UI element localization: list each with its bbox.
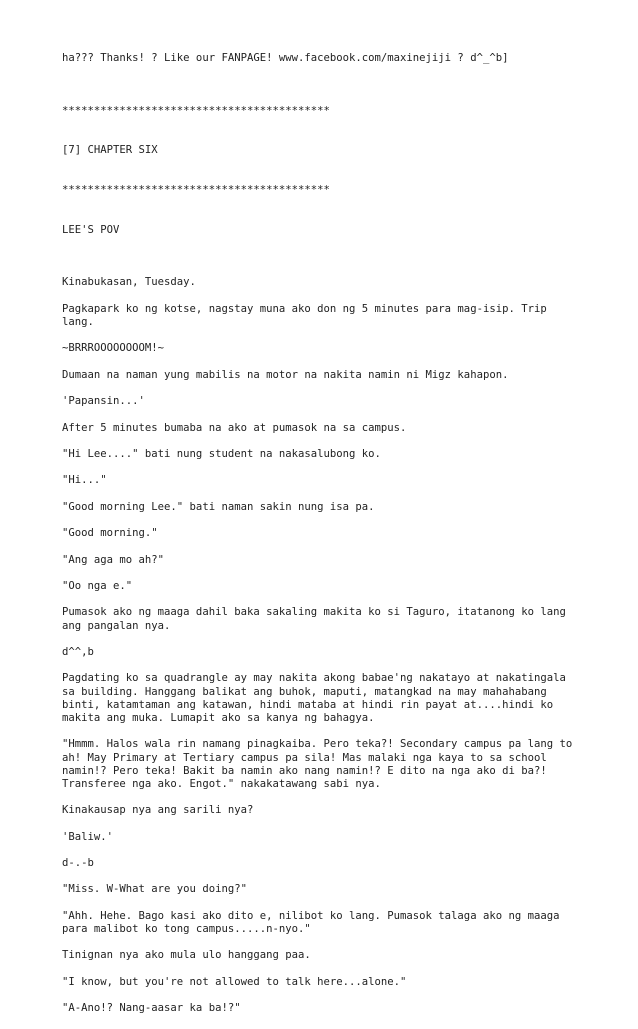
paragraph [62, 474, 582, 487]
paragraph-line: "I know, but you're not allowed to talk here...alone." [62, 975, 407, 988]
paragraph-line: Pagdating ko sa quadrangle ay may nakita akong babae'ng nakatayo at nakatingala [62, 672, 566, 685]
paragraph [62, 857, 582, 870]
paragraph-line: ~BRRROOOOOOOOM!~ [62, 342, 165, 355]
paragraph [62, 448, 582, 461]
paragraph-line: Kinabukasan, Tuesday. [62, 276, 196, 289]
paragraph-line: 'Papansin...' [62, 395, 145, 408]
paragraph-line: "Oo nga e." [62, 579, 133, 592]
paragraph [62, 342, 582, 355]
paragraph-line: Kinakausap nya ang sarili nya? [62, 804, 254, 817]
paragraph-line: d-.-b [62, 857, 94, 870]
header-note: ha??? Thanks! ? Like our FANPAGE! www.facebook.com/maxinejiji ? d^_^b] [62, 52, 509, 64]
document-page [62, 52, 582, 1029]
chapter-rule-top: ****************************************** [62, 104, 330, 117]
chapter-title: [7] CHAPTER SIX [62, 144, 158, 157]
paragraph [62, 527, 582, 540]
paragraph-line: "Ang aga mo ah?" [62, 553, 165, 566]
paragraph [62, 303, 582, 329]
paragraph [62, 804, 582, 817]
paragraph [62, 738, 582, 791]
paragraph [62, 395, 582, 408]
paragraph [62, 831, 582, 844]
paragraph-line: "Hi..." [62, 474, 107, 487]
paragraph-line: After 5 minutes bumaba na ako at pumasok na sa campus. [62, 421, 407, 434]
paragraph [62, 1002, 582, 1015]
paragraph-line: "Good morning." [62, 527, 158, 540]
paragraph-line: Transferee nga ako. Engot." nakakatawang sabi nya. [62, 777, 381, 790]
paragraph-line: namin!? Pero teka! Bakit ba namin ako nang namin!? E dito na nga ako di ba?! [62, 764, 547, 777]
paragraph [62, 976, 582, 989]
chapter-rule-bottom: ****************************************** [62, 184, 330, 197]
story-body [62, 276, 582, 1015]
paragraph-line: "Good morning Lee." bati naman sakin nung isa pa. [62, 500, 375, 513]
paragraph-line: Pagkapark ko ng kotse, nagstay muna ako don ng 5 minutes para mag-isip. Trip [62, 302, 547, 315]
paragraph-line: d^^,b [62, 645, 94, 658]
paragraph-line: Pumasok ako ng maaga dahil baka sakaling makita ko si Taguro, itatanong ko lang [62, 606, 566, 619]
paragraph-line: "Hi Lee...." bati nung student na nakasalubong ko. [62, 447, 381, 460]
pov-label: LEE'S POV [62, 223, 120, 236]
paragraph-line: Dumaan na naman yung mabilis na motor na nakita namin ni Migz kahapon. [62, 368, 509, 381]
paragraph [62, 276, 582, 289]
paragraph-line: makita ang muka. Lumapit ako sa kanya ng bahagya. [62, 711, 375, 724]
paragraph-line: ang pangalan nya. [62, 619, 171, 632]
paragraph [62, 501, 582, 514]
paragraph [62, 554, 582, 567]
paragraph-line: lang. [62, 316, 94, 329]
paragraph [62, 369, 582, 382]
paragraph-line: "A-Ano!? Nang-aasar ka ba!?" [62, 1002, 241, 1015]
paragraph-line: "Hmmm. Halos wala rin namang pinagkaiba. Pero teka?! Secondary campus pa lang to [62, 738, 573, 751]
paragraph [62, 646, 582, 659]
paragraph [62, 949, 582, 962]
paragraph-line: ah! May Primary at Tertiary campus pa sila! Mas malaki nga kaya to sa school [62, 751, 547, 764]
paragraph-line: "Miss. W-What are you doing?" [62, 883, 247, 896]
chapter-heading [62, 78, 582, 263]
paragraph [62, 422, 582, 435]
paragraph-line: binti, katamtaman ang katawan, hindi mataba at hindi rin payat at....hindi ko [62, 698, 554, 711]
paragraph [62, 580, 582, 593]
paragraph-line: 'Baliw.' [62, 830, 114, 843]
paragraph-line: Tinignan nya ako mula ulo hanggang paa. [62, 949, 311, 962]
paragraph-line: "Ahh. Hehe. Bago kasi ako dito e, nilibot ko lang. Pumasok talaga ako ng maaga [62, 909, 560, 922]
paragraph [62, 910, 582, 936]
paragraph [62, 883, 582, 896]
paragraph-line: sa building. Hanggang balikat ang buhok, maputi, matangkad na may mahahabang [62, 685, 547, 698]
paragraph [62, 672, 582, 725]
paragraph-line: para malibot ko tong campus.....n-nyo." [62, 923, 311, 936]
paragraph [62, 606, 582, 632]
